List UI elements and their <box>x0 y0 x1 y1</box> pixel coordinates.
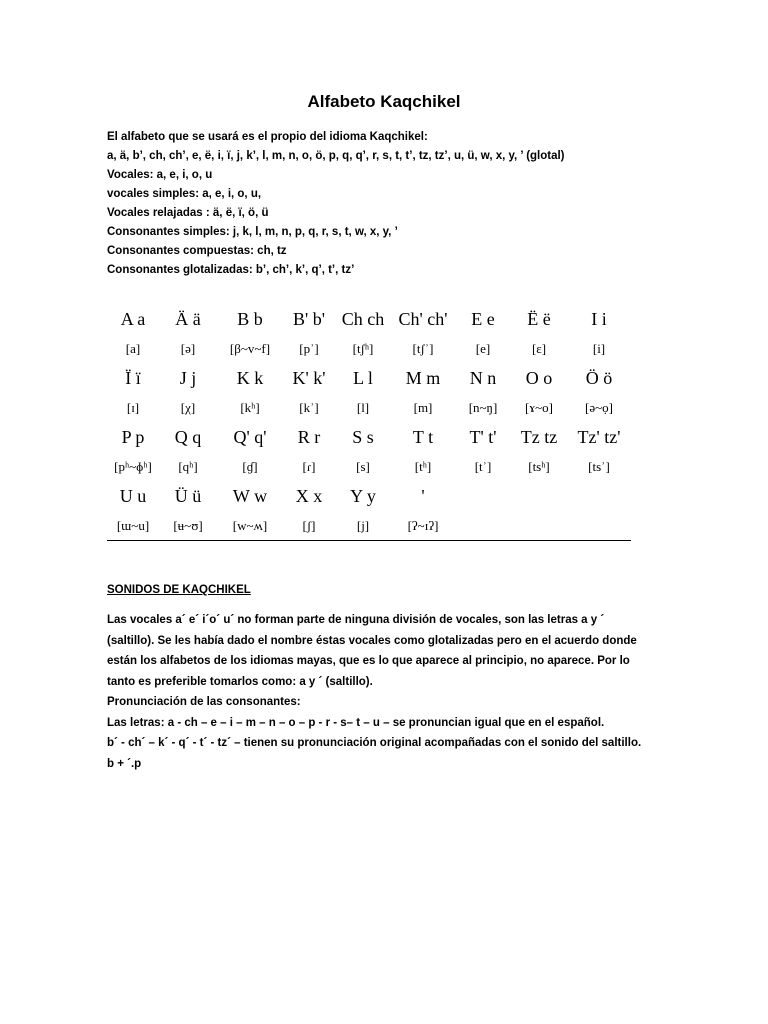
body-line: b + ´.p <box>107 757 142 770</box>
body-line: Pronunciación de las consonantes: <box>107 696 301 708</box>
sounds-heading: SONIDOS DE KAQCHIKEL <box>107 584 251 596</box>
body-line: tanto es preferible tomarlos como: a y ´ (saltillo). <box>107 675 373 688</box>
ipa-cell: [χ] <box>180 399 196 415</box>
letter-cell <box>567 481 631 511</box>
letter-cell: T' t' <box>469 426 497 447</box>
letter-cell: P p <box>121 426 145 447</box>
table-row-letters <box>107 304 631 334</box>
intro-line: Vocales relajadas : ä, ë, ï, ö, ü <box>107 207 269 219</box>
ipa-cell: [ə~ọ] <box>585 399 613 415</box>
letter-cell: Ü ü <box>174 485 202 506</box>
ipa-cell: [m] <box>413 399 433 415</box>
table-row-ipa <box>107 511 631 541</box>
letter-cell: E e <box>471 308 495 329</box>
letter-cell <box>455 481 511 511</box>
body-line: (saltillo). Se les había dado el nombre éstas vocales como glotalizadas pero en el acuerdo donde <box>107 634 637 647</box>
intro-line: Consonantes glotalizadas: b’, ch’, k’, q’, t’, tz’ <box>107 264 355 276</box>
intro-line: El alfabeto que se usará es el propio del idioma Kaqchikel: <box>107 131 428 143</box>
letter-cell: K k <box>236 367 264 388</box>
ipa-cell: [kʰ] <box>240 399 260 415</box>
ipa-cell: [tʃʾ] <box>412 340 434 356</box>
intro-line: Vocales: a, e, i, o, u <box>107 169 213 181</box>
letter-cell: S s <box>352 426 374 447</box>
letter-cell: I i <box>591 308 607 329</box>
table-row-ipa <box>107 393 631 422</box>
letter-cell: X x <box>295 485 323 506</box>
ipa-cell: [ɠ] <box>242 458 258 474</box>
ipa-cell: [ʔ~ɪʔ] <box>391 511 455 541</box>
intro-line: Consonantes compuestas: ch, tz <box>107 245 287 257</box>
letter-cell: U u <box>119 485 147 506</box>
letter-cell: A a <box>120 308 146 329</box>
ipa-cell: [ɤ~o] <box>525 399 553 415</box>
letter-cell: Q' q' <box>233 426 267 447</box>
ipa-cell: [ə] <box>180 340 196 356</box>
letter-cell: T t <box>412 426 434 447</box>
table-row-letters <box>107 481 631 511</box>
ipa-cell: [ɪ] <box>126 399 140 415</box>
ipa-cell: [qʰ] <box>178 458 198 474</box>
intro-line: Consonantes simples: j, k, l, m, n, p, q, r, s, t, w, x, y, ’ <box>107 226 398 238</box>
letter-cell: Tz' tz' <box>577 426 621 447</box>
letter-cell: ' <box>421 485 425 506</box>
letter-cell: Y y <box>350 485 376 506</box>
letter-cell: Ï ï <box>125 367 141 388</box>
letter-cell: M m <box>405 367 441 388</box>
letter-cell: K' k' <box>292 367 326 388</box>
ipa-cell: [kʾ] <box>299 399 319 415</box>
letter-cell: Ch ch <box>341 308 385 329</box>
letter-cell: W w <box>232 485 268 506</box>
table-row-letters <box>107 422 631 452</box>
ipa-cell: [n~ŋ] <box>468 399 498 415</box>
table-row-ipa <box>107 334 631 363</box>
ipa-cell: [ɾ] <box>302 458 316 474</box>
ipa-cell: [e] <box>475 340 491 356</box>
letter-cell: O o <box>525 367 553 388</box>
letter-cell: N n <box>469 367 497 388</box>
ipa-cell: [i] <box>592 340 606 356</box>
body-line: Las letras: a - ch – e – i – m – n – o – p - r - s– t – u – se pronuncian igual que en el español. <box>107 716 605 729</box>
ipa-cell: [tʾ] <box>474 458 492 474</box>
letter-cell: Tz tz <box>520 426 558 447</box>
ipa-cell: [tsʾ] <box>588 458 610 474</box>
ipa-cell: [j] <box>335 511 391 541</box>
body-line: b´ - ch´ – k´ - q´ - t´ - tz´ – tienen su pronunciación original acompañadas con el sonido del saltillo. <box>107 737 642 749</box>
table-row-letters <box>107 363 631 393</box>
body-line: Las vocales a´ e´ i´o´ u´ no forman parte de ninguna división de vocales, son las letras a y ´ <box>107 614 605 626</box>
ipa-cell: [tsʰ] <box>528 458 550 474</box>
ipa-cell: [ɯ~u] <box>107 511 159 541</box>
letter-cell: Q q <box>174 426 202 447</box>
intro-line: a, ä, b’, ch, ch’, e, ë, i, ï, j, k’, l, m, n, o, ö, p, q, q’, r, s, t, t’, tz, tz’, u, ü, w, x, y, ’ (glotal) <box>107 150 565 162</box>
letter-cell: Ö ö <box>585 367 613 388</box>
letter-cell: Ë ë <box>527 308 551 329</box>
letter-cell: J j <box>179 367 197 388</box>
letter-cell <box>511 481 567 511</box>
alphabet-table <box>107 304 631 541</box>
ipa-cell: [tʃʰ] <box>352 340 374 356</box>
ipa-cell: [pʾ] <box>299 340 319 356</box>
ipa-cell: [s] <box>356 458 370 474</box>
table-row-ipa <box>107 452 631 481</box>
ipa-cell: [ɛ] <box>531 340 547 356</box>
ipa-cell: [ʃ] <box>283 511 335 541</box>
letter-cell: L l <box>353 367 373 388</box>
letter-cell: B b <box>237 308 263 329</box>
ipa-cell <box>567 511 631 541</box>
intro-line: vocales simples: a, e, i, o, u, <box>107 188 262 200</box>
ipa-cell: [β~v~f] <box>229 340 271 356</box>
sounds-body <box>107 610 667 774</box>
ipa-cell: [w~ʍ] <box>217 511 283 541</box>
ipa-cell <box>511 511 567 541</box>
ipa-cell: [tʰ] <box>414 458 432 474</box>
letter-cell: Ä ä <box>175 308 201 329</box>
document-title: Alfabeto Kaqchikel <box>307 92 461 111</box>
ipa-cell: [a] <box>125 340 141 356</box>
ipa-cell: [ʉ~ʊ] <box>159 511 217 541</box>
ipa-cell: [pʰ~ɸʰ] <box>114 458 152 474</box>
intro-block <box>107 128 667 280</box>
letter-cell: B' b' <box>293 308 325 329</box>
letter-cell: Ch' ch' <box>398 308 448 329</box>
letter-cell: R r <box>297 426 321 447</box>
ipa-cell: [l] <box>356 399 370 415</box>
ipa-cell <box>455 511 511 541</box>
body-line: están los alfabetos de los idiomas mayas, que es lo que aparece al principio, no aparece. Por lo <box>107 655 630 667</box>
